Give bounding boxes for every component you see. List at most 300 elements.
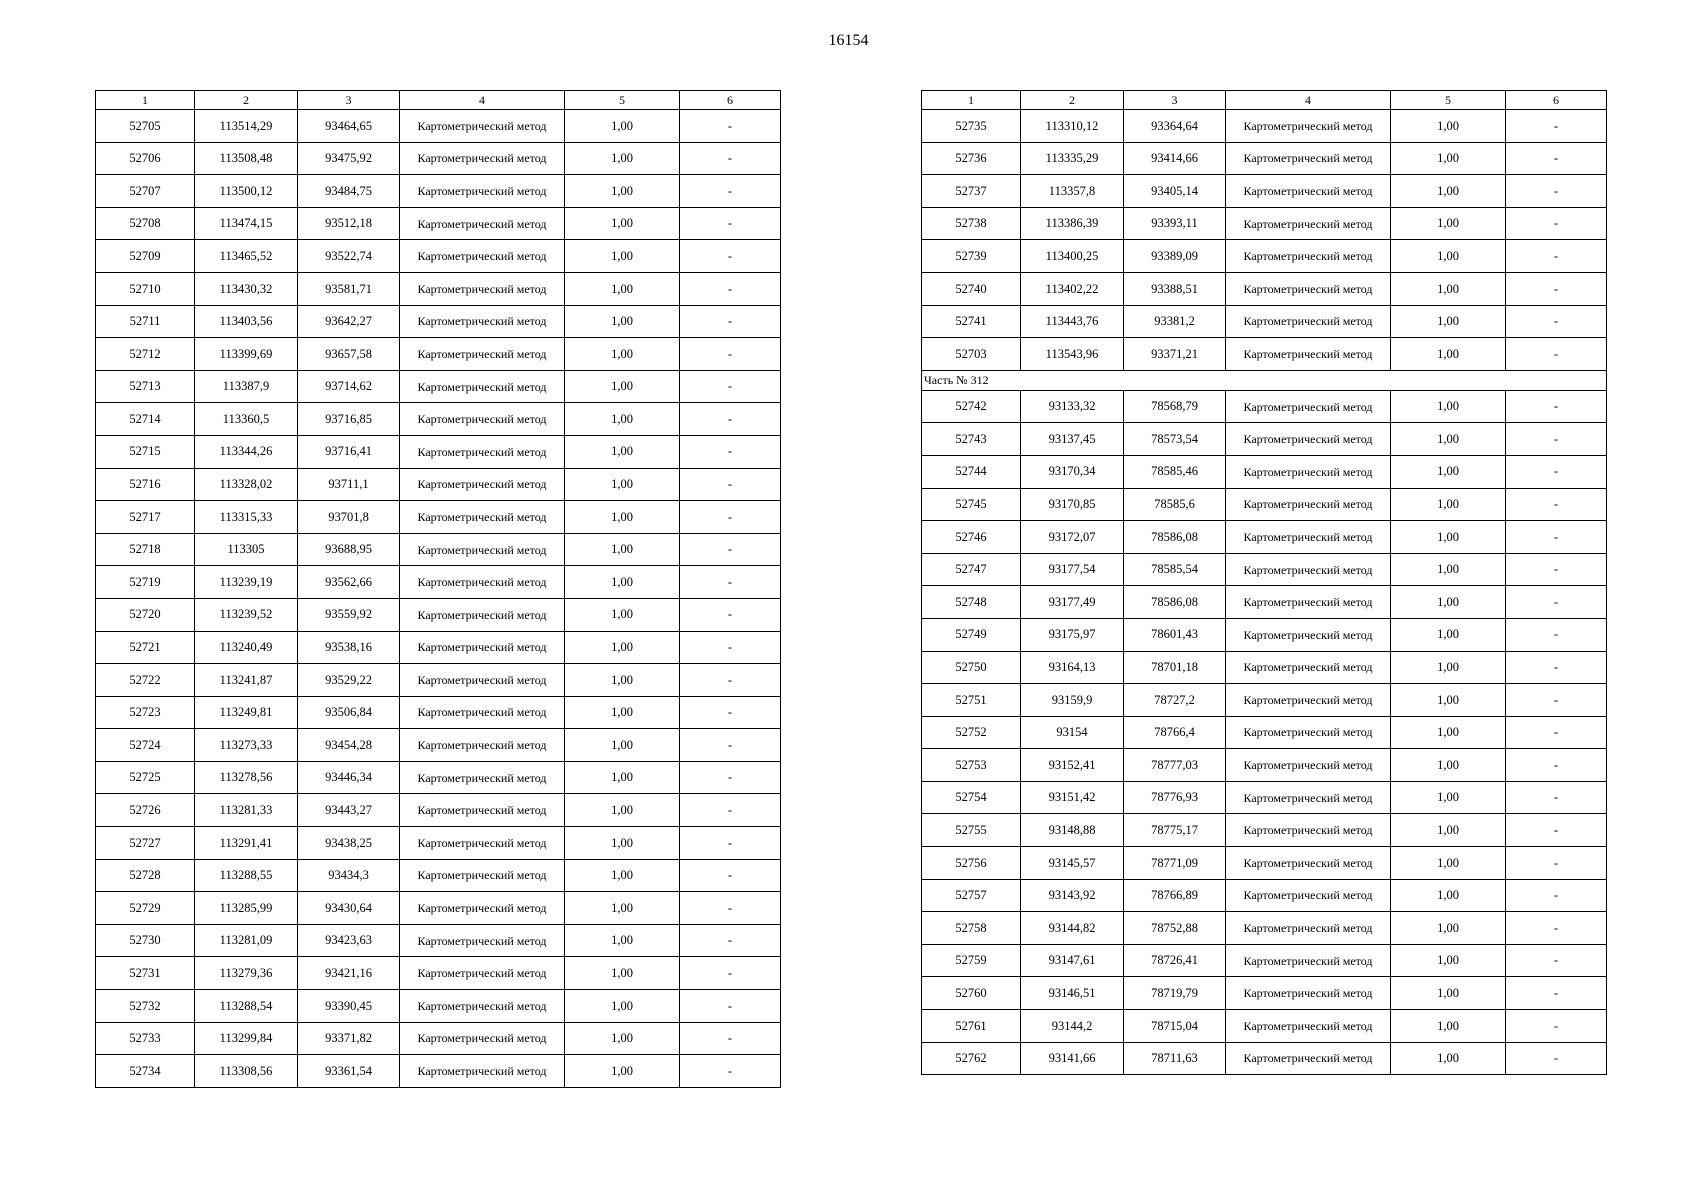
point-number-cell: 52755	[922, 814, 1021, 847]
description-cell: -	[680, 272, 781, 305]
x-coordinate-cell: 93172,07	[1021, 521, 1124, 554]
y-coordinate-cell: 78775,17	[1124, 814, 1226, 847]
y-coordinate-cell: 78586,08	[1124, 586, 1226, 619]
point-number-cell: 52720	[96, 598, 195, 631]
table-row	[922, 879, 1607, 912]
table-row	[922, 553, 1607, 586]
description-cell: -	[680, 240, 781, 273]
column-header: 5	[565, 91, 680, 110]
accuracy-cell: 1,00	[565, 924, 680, 957]
y-coordinate-cell: 93711,1	[298, 468, 400, 501]
y-coordinate-cell: 93522,74	[298, 240, 400, 273]
accuracy-cell: 1,00	[565, 175, 680, 208]
method-cell: Картометрический метод	[400, 305, 565, 338]
point-number-cell: 52754	[922, 781, 1021, 814]
point-number-cell: 52712	[96, 338, 195, 371]
method-cell: Картометрический метод	[1226, 781, 1391, 814]
description-cell: -	[1506, 912, 1607, 945]
accuracy-cell: 1,00	[565, 566, 680, 599]
y-coordinate-cell: 93405,14	[1124, 175, 1226, 208]
x-coordinate-cell: 113291,41	[195, 827, 298, 860]
description-cell: -	[680, 664, 781, 697]
accuracy-cell: 1,00	[565, 305, 680, 338]
column-header: 6	[680, 91, 781, 110]
x-coordinate-cell: 93141,66	[1021, 1042, 1124, 1075]
point-number-cell: 52752	[922, 716, 1021, 749]
point-number-cell: 52713	[96, 370, 195, 403]
accuracy-cell: 1,00	[1391, 586, 1506, 619]
point-number-cell: 52749	[922, 618, 1021, 651]
table-row	[922, 977, 1607, 1010]
x-coordinate-cell: 113288,55	[195, 859, 298, 892]
point-number-cell: 52737	[922, 175, 1021, 208]
y-coordinate-cell: 93484,75	[298, 175, 400, 208]
point-number-cell: 52706	[96, 142, 195, 175]
method-cell: Картометрический метод	[400, 403, 565, 436]
accuracy-cell: 1,00	[1391, 390, 1506, 423]
description-cell: -	[1506, 814, 1607, 847]
description-cell: -	[1506, 272, 1607, 305]
description-cell: -	[680, 990, 781, 1023]
method-cell: Картометрический метод	[400, 794, 565, 827]
x-coordinate-cell: 113357,8	[1021, 175, 1124, 208]
accuracy-cell: 1,00	[1391, 338, 1506, 371]
accuracy-cell: 1,00	[565, 501, 680, 534]
description-cell: -	[1506, 521, 1607, 554]
table-row	[96, 207, 781, 240]
accuracy-cell: 1,00	[1391, 305, 1506, 338]
table-row	[96, 435, 781, 468]
x-coordinate-cell: 93151,42	[1021, 781, 1124, 814]
accuracy-cell: 1,00	[565, 142, 680, 175]
table-row	[922, 338, 1607, 371]
point-number-cell: 52748	[922, 586, 1021, 619]
accuracy-cell: 1,00	[565, 827, 680, 860]
x-coordinate-cell: 93159,9	[1021, 684, 1124, 717]
point-number-cell: 52703	[922, 338, 1021, 371]
table-row	[96, 370, 781, 403]
description-cell: -	[680, 435, 781, 468]
x-coordinate-cell: 113543,96	[1021, 338, 1124, 371]
method-cell: Картометрический метод	[400, 598, 565, 631]
method-cell: Картометрический метод	[400, 957, 565, 990]
x-coordinate-cell: 113241,87	[195, 664, 298, 697]
accuracy-cell: 1,00	[565, 761, 680, 794]
description-cell: -	[680, 468, 781, 501]
description-cell: -	[1506, 553, 1607, 586]
description-cell: -	[680, 598, 781, 631]
accuracy-cell: 1,00	[1391, 240, 1506, 273]
description-cell: -	[680, 566, 781, 599]
accuracy-cell: 1,00	[1391, 455, 1506, 488]
column-header: 5	[1391, 91, 1506, 110]
y-coordinate-cell: 78719,79	[1124, 977, 1226, 1010]
method-cell: Картометрический метод	[400, 859, 565, 892]
x-coordinate-cell: 113305	[195, 533, 298, 566]
accuracy-cell: 1,00	[1391, 847, 1506, 880]
y-coordinate-cell: 93688,95	[298, 533, 400, 566]
x-coordinate-cell: 93177,54	[1021, 553, 1124, 586]
method-cell: Картометрический метод	[1226, 618, 1391, 651]
table-row	[96, 501, 781, 534]
y-coordinate-cell: 93538,16	[298, 631, 400, 664]
x-coordinate-cell: 93164,13	[1021, 651, 1124, 684]
y-coordinate-cell: 78776,93	[1124, 781, 1226, 814]
x-coordinate-cell: 113239,19	[195, 566, 298, 599]
table-row	[922, 455, 1607, 488]
table-row	[96, 566, 781, 599]
accuracy-cell: 1,00	[1391, 207, 1506, 240]
table-row	[922, 1010, 1607, 1043]
x-coordinate-cell: 113360,5	[195, 403, 298, 436]
method-cell: Картометрический метод	[1226, 553, 1391, 586]
accuracy-cell: 1,00	[565, 664, 680, 697]
point-number-cell: 52725	[96, 761, 195, 794]
y-coordinate-cell: 93389,09	[1124, 240, 1226, 273]
description-cell: -	[680, 501, 781, 534]
y-coordinate-cell: 93388,51	[1124, 272, 1226, 305]
column-header: 2	[1021, 91, 1124, 110]
point-number-cell: 52714	[96, 403, 195, 436]
x-coordinate-cell: 93148,88	[1021, 814, 1124, 847]
table-row	[96, 892, 781, 925]
accuracy-cell: 1,00	[565, 696, 680, 729]
method-cell: Картометрический метод	[1226, 651, 1391, 684]
table-row	[922, 814, 1607, 847]
x-coordinate-cell: 93143,92	[1021, 879, 1124, 912]
point-number-cell: 52736	[922, 142, 1021, 175]
method-cell: Картометрический метод	[400, 240, 565, 273]
description-cell: -	[680, 1055, 781, 1088]
description-cell: -	[680, 305, 781, 338]
accuracy-cell: 1,00	[1391, 1042, 1506, 1075]
point-number-cell: 52747	[922, 553, 1021, 586]
y-coordinate-cell: 93414,66	[1124, 142, 1226, 175]
column-header: 1	[96, 91, 195, 110]
x-coordinate-cell: 113465,52	[195, 240, 298, 273]
point-number-cell: 52729	[96, 892, 195, 925]
description-cell: -	[680, 794, 781, 827]
point-number-cell: 52707	[96, 175, 195, 208]
accuracy-cell: 1,00	[565, 338, 680, 371]
y-coordinate-cell: 93716,41	[298, 435, 400, 468]
description-cell: -	[680, 110, 781, 143]
method-cell: Картометрический метод	[1226, 912, 1391, 945]
table-row	[96, 957, 781, 990]
method-cell: Картометрический метод	[400, 533, 565, 566]
y-coordinate-cell: 93371,82	[298, 1022, 400, 1055]
x-coordinate-cell: 93137,45	[1021, 423, 1124, 456]
description-cell: -	[680, 1022, 781, 1055]
y-coordinate-cell: 93443,27	[298, 794, 400, 827]
point-number-cell: 52731	[96, 957, 195, 990]
method-cell: Картометрический метод	[1226, 390, 1391, 423]
method-cell: Картометрический метод	[1226, 338, 1391, 371]
accuracy-cell: 1,00	[565, 957, 680, 990]
method-cell: Картометрический метод	[400, 990, 565, 1023]
table-row	[96, 110, 781, 143]
point-number-cell: 52715	[96, 435, 195, 468]
method-cell: Картометрический метод	[1226, 879, 1391, 912]
y-coordinate-cell: 78573,54	[1124, 423, 1226, 456]
x-coordinate-cell: 93154	[1021, 716, 1124, 749]
method-cell: Картометрический метод	[1226, 175, 1391, 208]
y-coordinate-cell: 93581,71	[298, 272, 400, 305]
accuracy-cell: 1,00	[565, 272, 680, 305]
description-cell: -	[1506, 944, 1607, 977]
x-coordinate-cell: 113328,02	[195, 468, 298, 501]
accuracy-cell: 1,00	[565, 110, 680, 143]
point-number-cell: 52732	[96, 990, 195, 1023]
description-cell: -	[1506, 175, 1607, 208]
table-row	[96, 729, 781, 762]
description-cell: -	[1506, 423, 1607, 456]
y-coordinate-cell: 78727,2	[1124, 684, 1226, 717]
point-number-cell: 52709	[96, 240, 195, 273]
accuracy-cell: 1,00	[565, 990, 680, 1023]
description-cell: -	[680, 631, 781, 664]
accuracy-cell: 1,00	[1391, 618, 1506, 651]
table-row	[922, 944, 1607, 977]
x-coordinate-cell: 113285,99	[195, 892, 298, 925]
x-coordinate-cell: 113399,69	[195, 338, 298, 371]
description-cell: -	[1506, 749, 1607, 782]
description-cell: -	[1506, 390, 1607, 423]
point-number-cell: 52751	[922, 684, 1021, 717]
accuracy-cell: 1,00	[1391, 781, 1506, 814]
method-cell: Картометрический метод	[1226, 1010, 1391, 1043]
accuracy-cell: 1,00	[1391, 142, 1506, 175]
point-number-cell: 52762	[922, 1042, 1021, 1075]
accuracy-cell: 1,00	[1391, 488, 1506, 521]
y-coordinate-cell: 93361,54	[298, 1055, 400, 1088]
description-cell: -	[1506, 1042, 1607, 1075]
point-number-cell: 52744	[922, 455, 1021, 488]
x-coordinate-cell: 113315,33	[195, 501, 298, 534]
method-cell: Картометрический метод	[400, 142, 565, 175]
column-header: 3	[1124, 91, 1226, 110]
x-coordinate-cell: 93147,61	[1021, 944, 1124, 977]
table-row	[96, 1055, 781, 1088]
method-cell: Картометрический метод	[400, 924, 565, 957]
point-number-cell: 52719	[96, 566, 195, 599]
table-row	[96, 631, 781, 664]
point-number-cell: 52733	[96, 1022, 195, 1055]
accuracy-cell: 1,00	[1391, 521, 1506, 554]
method-cell: Картометрический метод	[400, 501, 565, 534]
x-coordinate-cell: 113299,84	[195, 1022, 298, 1055]
table-row	[96, 664, 781, 697]
x-coordinate-cell: 113344,26	[195, 435, 298, 468]
y-coordinate-cell: 78585,6	[1124, 488, 1226, 521]
point-number-cell: 52756	[922, 847, 1021, 880]
point-number-cell: 52716	[96, 468, 195, 501]
accuracy-cell: 1,00	[1391, 272, 1506, 305]
method-cell: Картометрический метод	[400, 1022, 565, 1055]
x-coordinate-cell: 113288,54	[195, 990, 298, 1023]
table-row	[96, 598, 781, 631]
method-cell: Картометрический метод	[1226, 684, 1391, 717]
point-number-cell: 52708	[96, 207, 195, 240]
column-header: 4	[400, 91, 565, 110]
method-cell: Картометрический метод	[1226, 240, 1391, 273]
method-cell: Картометрический метод	[400, 761, 565, 794]
table-row	[96, 403, 781, 436]
x-coordinate-cell: 113335,29	[1021, 142, 1124, 175]
table-row	[922, 142, 1607, 175]
point-number-cell: 52757	[922, 879, 1021, 912]
x-coordinate-cell: 113310,12	[1021, 110, 1124, 143]
accuracy-cell: 1,00	[565, 533, 680, 566]
y-coordinate-cell: 93716,85	[298, 403, 400, 436]
table-row	[922, 618, 1607, 651]
description-cell: -	[1506, 240, 1607, 273]
method-cell: Картометрический метод	[400, 566, 565, 599]
description-cell: -	[680, 957, 781, 990]
method-cell: Картометрический метод	[400, 729, 565, 762]
table-row	[922, 684, 1607, 717]
accuracy-cell: 1,00	[1391, 944, 1506, 977]
y-coordinate-cell: 78568,79	[1124, 390, 1226, 423]
x-coordinate-cell: 93152,41	[1021, 749, 1124, 782]
method-cell: Картометрический метод	[400, 370, 565, 403]
method-cell: Картометрический метод	[1226, 944, 1391, 977]
accuracy-cell: 1,00	[565, 631, 680, 664]
point-number-cell: 52738	[922, 207, 1021, 240]
method-cell: Картометрический метод	[400, 338, 565, 371]
table-row	[922, 240, 1607, 273]
description-cell: -	[1506, 305, 1607, 338]
x-coordinate-cell: 93177,49	[1021, 586, 1124, 619]
method-cell: Картометрический метод	[1226, 423, 1391, 456]
y-coordinate-cell: 93559,92	[298, 598, 400, 631]
y-coordinate-cell: 93423,63	[298, 924, 400, 957]
method-cell: Картометрический метод	[1226, 521, 1391, 554]
table-row	[96, 240, 781, 273]
x-coordinate-cell: 113239,52	[195, 598, 298, 631]
point-number-cell: 52722	[96, 664, 195, 697]
x-coordinate-cell: 113273,33	[195, 729, 298, 762]
point-number-cell: 52746	[922, 521, 1021, 554]
column-header: 2	[195, 91, 298, 110]
accuracy-cell: 1,00	[1391, 1010, 1506, 1043]
point-number-cell: 52717	[96, 501, 195, 534]
y-coordinate-cell: 93512,18	[298, 207, 400, 240]
accuracy-cell: 1,00	[1391, 553, 1506, 586]
table-row	[96, 468, 781, 501]
x-coordinate-cell: 113430,32	[195, 272, 298, 305]
x-coordinate-cell: 113278,56	[195, 761, 298, 794]
accuracy-cell: 1,00	[565, 892, 680, 925]
accuracy-cell: 1,00	[565, 598, 680, 631]
x-coordinate-cell: 93146,51	[1021, 977, 1124, 1010]
description-cell: -	[680, 338, 781, 371]
table-row	[922, 749, 1607, 782]
y-coordinate-cell: 93701,8	[298, 501, 400, 534]
table-row	[96, 272, 781, 305]
x-coordinate-cell: 113281,33	[195, 794, 298, 827]
table-row	[922, 847, 1607, 880]
y-coordinate-cell: 78711,63	[1124, 1042, 1226, 1075]
table-row	[922, 716, 1607, 749]
accuracy-cell: 1,00	[565, 729, 680, 762]
y-coordinate-cell: 78777,03	[1124, 749, 1226, 782]
part-label: Часть № 312	[922, 370, 1607, 390]
y-coordinate-cell: 93381,2	[1124, 305, 1226, 338]
method-cell: Картометрический метод	[400, 272, 565, 305]
description-cell: -	[680, 696, 781, 729]
accuracy-cell: 1,00	[1391, 651, 1506, 684]
y-coordinate-cell: 78752,88	[1124, 912, 1226, 945]
y-coordinate-cell: 78585,54	[1124, 553, 1226, 586]
method-cell: Картометрический метод	[1226, 455, 1391, 488]
point-number-cell: 52740	[922, 272, 1021, 305]
y-coordinate-cell: 78586,08	[1124, 521, 1226, 554]
point-number-cell: 52753	[922, 749, 1021, 782]
accuracy-cell: 1,00	[565, 468, 680, 501]
table-row	[922, 305, 1607, 338]
y-coordinate-cell: 78715,04	[1124, 1010, 1226, 1043]
table-row	[922, 175, 1607, 208]
point-number-cell: 52724	[96, 729, 195, 762]
y-coordinate-cell: 93371,21	[1124, 338, 1226, 371]
x-coordinate-cell: 113400,25	[1021, 240, 1124, 273]
accuracy-cell: 1,00	[1391, 977, 1506, 1010]
x-coordinate-cell: 113514,29	[195, 110, 298, 143]
description-cell: -	[1506, 651, 1607, 684]
accuracy-cell: 1,00	[1391, 814, 1506, 847]
point-number-cell: 52761	[922, 1010, 1021, 1043]
x-coordinate-cell: 93133,32	[1021, 390, 1124, 423]
x-coordinate-cell: 113403,56	[195, 305, 298, 338]
y-coordinate-cell: 78766,4	[1124, 716, 1226, 749]
x-coordinate-cell: 113500,12	[195, 175, 298, 208]
y-coordinate-cell: 93390,45	[298, 990, 400, 1023]
y-coordinate-cell: 78585,46	[1124, 455, 1226, 488]
accuracy-cell: 1,00	[565, 207, 680, 240]
table-row	[96, 696, 781, 729]
table-row	[96, 794, 781, 827]
method-cell: Картометрический метод	[400, 468, 565, 501]
table-row	[96, 761, 781, 794]
description-cell: -	[680, 729, 781, 762]
point-number-cell: 52730	[96, 924, 195, 957]
x-coordinate-cell: 113308,56	[195, 1055, 298, 1088]
x-coordinate-cell: 93170,85	[1021, 488, 1124, 521]
y-coordinate-cell: 78771,09	[1124, 847, 1226, 880]
method-cell: Картометрический метод	[1226, 305, 1391, 338]
point-number-cell: 52745	[922, 488, 1021, 521]
description-cell: -	[680, 827, 781, 860]
column-header: 1	[922, 91, 1021, 110]
table-row	[922, 110, 1607, 143]
point-number-cell: 52721	[96, 631, 195, 664]
method-cell: Картометрический метод	[1226, 814, 1391, 847]
description-cell: -	[680, 175, 781, 208]
description-cell: -	[1506, 879, 1607, 912]
x-coordinate-cell: 113279,36	[195, 957, 298, 990]
point-number-cell: 52711	[96, 305, 195, 338]
method-cell: Картометрический метод	[1226, 977, 1391, 1010]
description-cell: -	[680, 761, 781, 794]
description-cell: -	[1506, 716, 1607, 749]
method-cell: Картометрический метод	[400, 110, 565, 143]
x-coordinate-cell: 93170,34	[1021, 455, 1124, 488]
x-coordinate-cell: 93175,97	[1021, 618, 1124, 651]
point-number-cell: 52760	[922, 977, 1021, 1010]
accuracy-cell: 1,00	[1391, 749, 1506, 782]
point-number-cell: 52739	[922, 240, 1021, 273]
